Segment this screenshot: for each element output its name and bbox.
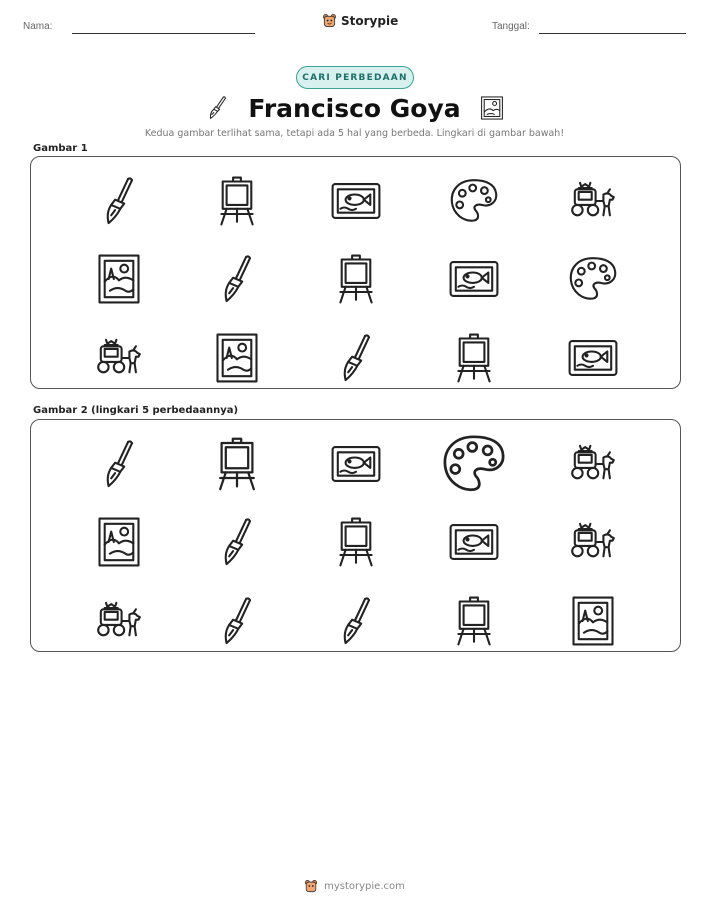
fish-painting-icon: [330, 438, 382, 490]
carriage-icon: [567, 175, 619, 227]
puzzle-cell: [69, 171, 169, 231]
puzzle-cell: [424, 171, 524, 231]
landscape-painting-icon: [211, 332, 263, 384]
panel1-label: Gambar 1: [33, 143, 88, 154]
puzzle-cell: [543, 249, 643, 309]
panel2-label: Gambar 2 (lingkari 5 perbedaannya): [33, 405, 239, 416]
brand-name: Storypie: [341, 13, 399, 28]
puzzle-cell[interactable]: [187, 424, 287, 504]
paintbrush-icon: [93, 438, 145, 490]
fish-painting-icon: [448, 253, 500, 305]
easel-icon: [211, 175, 263, 227]
landscape-painting-icon: [567, 595, 619, 647]
puzzle-cell[interactable]: [306, 591, 406, 651]
puzzle-cell[interactable]: [424, 512, 524, 572]
puzzle-cell[interactable]: [543, 512, 643, 572]
puzzle-cell: [424, 328, 524, 388]
puzzle-cell: [424, 249, 524, 309]
footer: [0, 879, 709, 893]
puzzle-cell: [187, 171, 287, 231]
easel-icon: [330, 516, 382, 568]
instructions: Kedua gambar terlihat sama, tetapi ada 5 hal yang berbeda. Lingkari di gambar bawah!: [144, 128, 565, 139]
puzzle-cell: [306, 249, 406, 309]
palette-icon: [448, 175, 500, 227]
puzzle-cell[interactable]: [424, 591, 524, 651]
puzzle-cell: [306, 171, 406, 231]
name-line[interactable]: [72, 33, 255, 34]
puzzle-cell: [187, 249, 287, 309]
puzzle-cell: [69, 328, 169, 388]
easel-icon: [448, 332, 500, 384]
carriage-icon: [93, 595, 145, 647]
carriage-icon: [93, 332, 145, 384]
paintbrush-icon: [330, 595, 382, 647]
carriage-icon: [567, 516, 619, 568]
name-label: Nama:: [23, 21, 53, 32]
puzzle-cell[interactable]: [69, 512, 169, 572]
footer-url[interactable]: mystorypie.com: [324, 880, 405, 892]
puzzle-cell[interactable]: [69, 434, 169, 494]
fish-painting-icon: [330, 175, 382, 227]
puzzle-cell[interactable]: [424, 424, 524, 504]
easel-icon: [448, 595, 500, 647]
paintbrush-icon: [211, 253, 263, 305]
brand: [322, 13, 398, 28]
activity-badge: CARI PERBEDAAN: [296, 66, 414, 89]
landscape-painting-icon: [93, 516, 145, 568]
storypie-footer-logo-icon: [304, 879, 318, 893]
puzzle-cell: [543, 328, 643, 388]
page-title: Francisco Goya: [248, 93, 461, 123]
puzzle-cell: [187, 328, 287, 388]
palette-icon: [440, 430, 508, 498]
paintbrush-icon: [93, 175, 145, 227]
puzzle-cell: [69, 249, 169, 309]
paintbrush-icon: [211, 595, 263, 647]
puzzle-cell[interactable]: [69, 591, 169, 651]
paintbrush-icon: [330, 332, 382, 384]
fish-painting-icon: [567, 332, 619, 384]
puzzle-cell[interactable]: [306, 434, 406, 494]
panel-gambar-2[interactable]: [30, 419, 681, 652]
puzzle-cell[interactable]: [306, 512, 406, 572]
puzzle-cell[interactable]: [187, 512, 287, 572]
panel-gambar-1: [30, 156, 681, 389]
storypie-logo-icon: [322, 13, 337, 28]
puzzle-cell[interactable]: [543, 591, 643, 651]
puzzle-cell: [543, 171, 643, 231]
date-label: Tanggal:: [492, 21, 530, 32]
carriage-icon: [567, 438, 619, 490]
paintbrush-icon: [211, 516, 263, 568]
landscape-painting-icon: [93, 253, 145, 305]
puzzle-cell: [306, 328, 406, 388]
easel-icon: [330, 253, 382, 305]
title-row: [0, 88, 709, 128]
puzzle-cell[interactable]: [187, 591, 287, 651]
paintbrush-icon: [204, 93, 230, 123]
puzzle-cell[interactable]: [543, 434, 643, 494]
palette-icon: [567, 253, 619, 305]
date-line[interactable]: [539, 33, 686, 34]
landscape-painting-icon: [479, 93, 505, 123]
easel-icon: [209, 429, 265, 499]
fish-painting-icon: [448, 516, 500, 568]
